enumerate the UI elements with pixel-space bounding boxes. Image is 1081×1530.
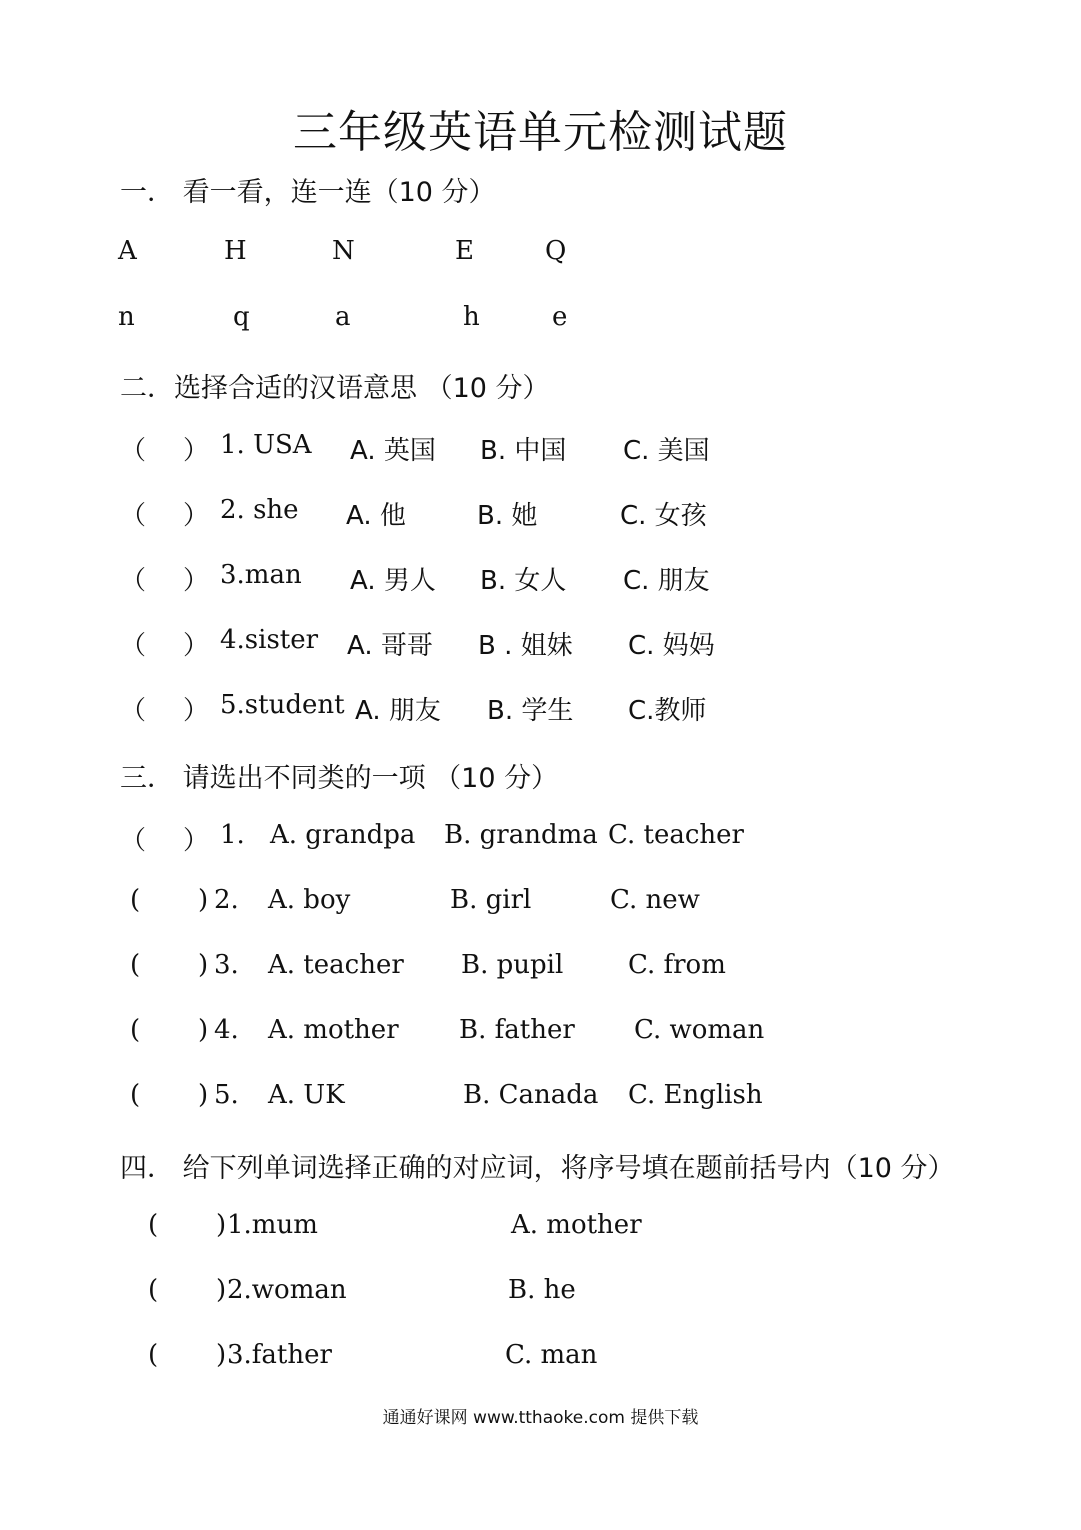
option-b: B. grandma (444, 820, 598, 850)
answer-bracket-close: ) (216, 1210, 227, 1240)
answer-bracket-close: ) (198, 950, 209, 980)
option-c: C. English (628, 1080, 763, 1110)
option-a: A. 哥哥 (347, 631, 433, 661)
option-a: A. mother (268, 1015, 399, 1045)
question-row (0, 625, 1081, 665)
section2-heading: 二．选择合适的汉语意思 （10 分） (120, 373, 550, 404)
option-a: A. UK (268, 1080, 345, 1110)
question-row (0, 430, 1081, 470)
option-b: B . 姐妹 (478, 631, 573, 661)
option-b: B. Canada (463, 1080, 599, 1110)
option-b: B. 她 (477, 501, 538, 531)
answer-bracket-open[interactable]: （ (120, 501, 147, 531)
section3-heading: 三． 请选出不同类的一项 （10 分） (120, 763, 559, 794)
answer-bracket-close: ) (198, 1015, 209, 1045)
option-b: B. father (459, 1015, 575, 1045)
answer-bracket-close: ） (183, 501, 210, 531)
question-word: 5.student (220, 690, 345, 720)
page-footer: 通通好课网 www.tthaoke.com 提供下载 (382, 1408, 699, 1428)
option-c: C. 朋友 (623, 566, 710, 596)
lower-letter: n (118, 302, 135, 332)
question-row (0, 1015, 1081, 1055)
option-a: A. 男人 (350, 566, 436, 596)
answer-bracket-close: ) (198, 885, 209, 915)
answer-bracket-open[interactable]: （ (120, 436, 147, 466)
question-word: 2. she (220, 495, 299, 525)
match-option: B. he (508, 1275, 576, 1305)
question-row (0, 1080, 1081, 1120)
answer-bracket-open[interactable]: ( (148, 1210, 159, 1240)
answer-bracket-open[interactable]: （ (120, 631, 147, 661)
option-c: C. 妈妈 (628, 631, 715, 661)
upper-letter: H (224, 236, 247, 266)
option-c: C.教师 (628, 696, 707, 726)
upper-letter-row (0, 236, 1081, 276)
match-row (0, 1340, 1081, 1380)
answer-bracket-close: ) (216, 1340, 227, 1370)
question-number: 1. (220, 820, 245, 850)
answer-bracket-open[interactable]: ( (130, 950, 141, 980)
match-option: A. mother (511, 1210, 642, 1240)
answer-bracket-open[interactable]: ( (148, 1340, 159, 1370)
upper-letter: E (455, 236, 474, 266)
answer-bracket-close: ） (183, 826, 210, 856)
option-c: C. new (610, 885, 700, 915)
answer-bracket-open[interactable]: ( (130, 885, 141, 915)
answer-bracket-close: ) (216, 1275, 227, 1305)
answer-bracket-open[interactable]: ( (130, 1080, 141, 1110)
lower-letter: q (233, 302, 250, 332)
question-row (0, 885, 1081, 925)
question-row (0, 495, 1081, 535)
question-row (0, 820, 1081, 860)
answer-bracket-close: ） (183, 566, 210, 596)
question-word: 1.mum (227, 1210, 318, 1240)
option-c: C. woman (634, 1015, 765, 1045)
upper-letter: A (118, 236, 137, 266)
answer-bracket-open[interactable]: （ (120, 826, 147, 856)
option-a: A. 他 (346, 501, 406, 531)
option-a: A. 英国 (350, 436, 436, 466)
question-word: 3.man (220, 560, 302, 590)
option-a: A. 朋友 (355, 696, 441, 726)
answer-bracket-close: ） (183, 436, 210, 466)
question-word: 2.woman (227, 1275, 347, 1305)
option-c: C. 女孩 (620, 501, 707, 531)
option-b: B. girl (450, 885, 532, 915)
section4-heading: 四． 给下列单词选择正确的对应词，将序号填在题前括号内（10 分） (120, 1153, 955, 1184)
section1-heading: 一． 看一看，连一连（10 分） (120, 177, 496, 208)
answer-bracket-open[interactable]: （ (120, 696, 147, 726)
answer-bracket-close: ） (183, 696, 210, 726)
lower-letter-row (0, 302, 1081, 342)
lower-letter: a (335, 302, 351, 332)
match-row (0, 1275, 1081, 1315)
option-a: A. grandpa (270, 820, 416, 850)
answer-bracket-open[interactable]: （ (120, 566, 147, 596)
page-title: 三年级英语单元检测试题 (293, 107, 788, 158)
question-row (0, 690, 1081, 730)
question-word: 1. USA (220, 430, 312, 460)
question-number: 4. (214, 1015, 239, 1045)
answer-bracket-open[interactable]: ( (130, 1015, 141, 1045)
answer-bracket-open[interactable]: ( (148, 1275, 159, 1305)
question-row (0, 560, 1081, 600)
option-b: B. 学生 (487, 696, 574, 726)
option-b: B. 女人 (480, 566, 567, 596)
question-word: 4.sister (220, 625, 319, 655)
lower-letter: h (463, 302, 480, 332)
answer-bracket-close: ） (183, 631, 210, 661)
question-row (0, 950, 1081, 990)
question-number: 5. (214, 1080, 239, 1110)
question-number: 2. (214, 885, 239, 915)
option-a: A. boy (268, 885, 351, 915)
option-a: A. teacher (268, 950, 404, 980)
question-word: 3.father (227, 1340, 332, 1370)
upper-letter: N (332, 236, 355, 266)
option-b: B. pupil (461, 950, 564, 980)
option-c: C. teacher (608, 820, 744, 850)
lower-letter: e (552, 302, 568, 332)
match-row (0, 1210, 1081, 1250)
match-option: C. man (505, 1340, 598, 1370)
option-b: B. 中国 (480, 436, 567, 466)
upper-letter: Q (545, 236, 567, 266)
option-c: C. 美国 (623, 436, 710, 466)
question-number: 3. (214, 950, 239, 980)
answer-bracket-close: ) (198, 1080, 209, 1110)
option-c: C. from (628, 950, 726, 980)
